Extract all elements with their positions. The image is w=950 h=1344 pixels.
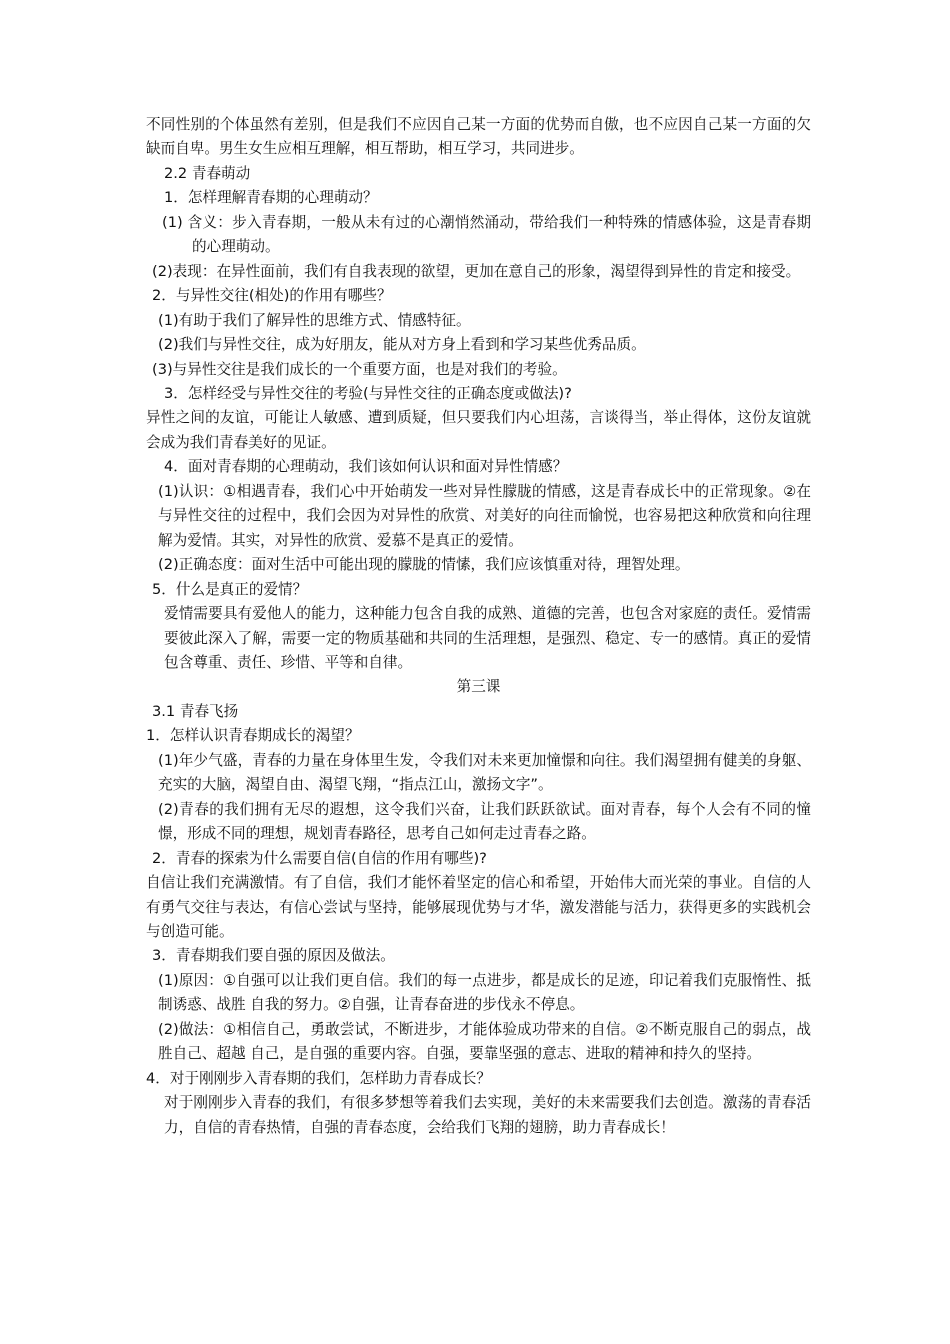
text-paragraph: (3)与异性交往是我们成长的一个重要方面，也是对我们的考验。	[152, 360, 567, 378]
text-paragraph: 4．对于刚刚步入青春期的我们，怎样助力青春成长？	[146, 1069, 491, 1087]
text-paragraph: (1)认识：①相遇青春，我们心中开始萌发一些对异性朦胧的情感，这是青春成长中的正常现象。②在与异性交往的过程中，我们会因为对异性的欣赏、对美好的向往而愉悦，也容易把这种欣赏和向往理解为爱情。其实，对异性的欣赏、爱慕不是真正的爱情。	[158, 482, 811, 549]
text-paragraph: 2.2 青春萌动	[164, 164, 251, 182]
text-paragraph: 5．什么是真正的爱情？	[152, 580, 308, 598]
text-paragraph: (1)年少气盛，青春的力量在身体里生发，令我们对未来更加憧憬和向往。我们渴望拥有健美的身躯、充实的大脑，渴望自由、渴望飞翔，“指点江山，激扬文字”。	[158, 751, 811, 794]
text-paragraph: 不同性别的个体虽然有差别，但是我们不应因自己某一方面的优势而自傲，也不应因自己某一方面的欠缺而自卑。男生女生应相互理解，相互帮助，相互学习，共同进步。	[146, 116, 811, 158]
text-paragraph: 3.1 青春飞扬	[152, 702, 239, 720]
text-paragraph: 3．青春期我们要自强的原因及做法。	[152, 947, 395, 965]
section-heading: 第三课	[456, 678, 501, 696]
text-paragraph: (2)我们与异性交往，成为好朋友，能从对方身上看到和学习某些优秀品质。	[158, 336, 646, 354]
text-paragraph: 3．怎样经受与异性交往的考验(与异性交往的正确态度或做法)?	[164, 384, 572, 402]
text-paragraph: 自信让我们充满激情。有了自信，我们才能怀着坚定的信心和希望，开始伟大而光荣的事业。自信的人有勇气交往与表达，有信心尝试与坚持，能够展现优势与才华，激发潜能与活力，获得更多的实践机会与创造可能。	[146, 874, 811, 940]
text-paragraph: 2．与异性交往(相处)的作用有哪些？	[152, 287, 392, 305]
text-paragraph: (2)表现：在异性面前，我们有自我表现的欲望，更加在意自己的形象，渴望得到异性的肯定和接受。	[152, 262, 801, 280]
text-paragraph: 爱情需要具有爱他人的能力，这种能力包含自我的成熟、道德的完善，也包含对家庭的责任。爱情需要彼此深入了解，需要一定的物质基础和共同的生活理想，是强烈、稳定、专一的感情。真正的爱情包含尊重、责任、珍惜、平等和自律。	[164, 605, 811, 671]
text-paragraph: 异性之间的友谊，可能让人敏感、遭到质疑，但只要我们内心坦荡，言谈得当，举止得体，这份友谊就会成为我们青春美好的见证。	[146, 409, 811, 451]
document-body	[146, 113, 811, 1140]
text-paragraph: (1) 含义：步入青春期，一般从未有过的心潮悄然涌动，带给我们一种特殊的情感体验，这是青春期的心理萌动。	[162, 213, 811, 256]
text-paragraph: 1．怎样理解青春期的心理萌动？	[164, 189, 378, 207]
text-paragraph: 2．青春的探索为什么需要自信(自信的作用有哪些)?	[152, 849, 487, 867]
text-paragraph: (1)原因：①自强可以让我们更自信。我们的每一点进步，都是成长的足迹，印记着我们克服惰性、抵制诱惑、战胜 自我的努力。②自强，让青春奋进的步伐永不停息。	[158, 971, 811, 1014]
text-paragraph: 对于刚刚步入青春的我们，有很多梦想等着我们去实现，美好的未来需要我们去创造。激荡的青春活力，自信的青春热情，自强的青春态度，会给我们飞翔的翅膀，助力青春成长！	[164, 1094, 811, 1136]
text-paragraph: (1)有助于我们了解异性的思维方式、情感特征。	[158, 311, 471, 329]
text-paragraph: (2)正确态度：面对生活中可能出现的朦胧的情愫，我们应该慎重对待，理智处理。	[158, 556, 690, 574]
text-paragraph: (2)做法：①相信自己，勇敢尝试，不断进步，才能体验成功带来的自信。②不断克服自己的弱点，战胜自己、超越 自己，是自强的重要内容。自强，要靠坚强的意志、进取的精神和持久的坚持。	[158, 1020, 811, 1063]
text-paragraph: 1．怎样认识青春期成长的渴望？	[146, 727, 360, 745]
text-paragraph: (2)青春的我们拥有无尽的遐想，这令我们兴奋，让我们跃跃欲试。面对青春，每个人会有不同的憧憬，形成不同的理想，规划青春路径，思考自己如何走过青春之路。	[158, 800, 811, 843]
text-paragraph: 4．面对青春期的心理萌动，我们该如何认识和面对异性情感？	[164, 458, 568, 476]
